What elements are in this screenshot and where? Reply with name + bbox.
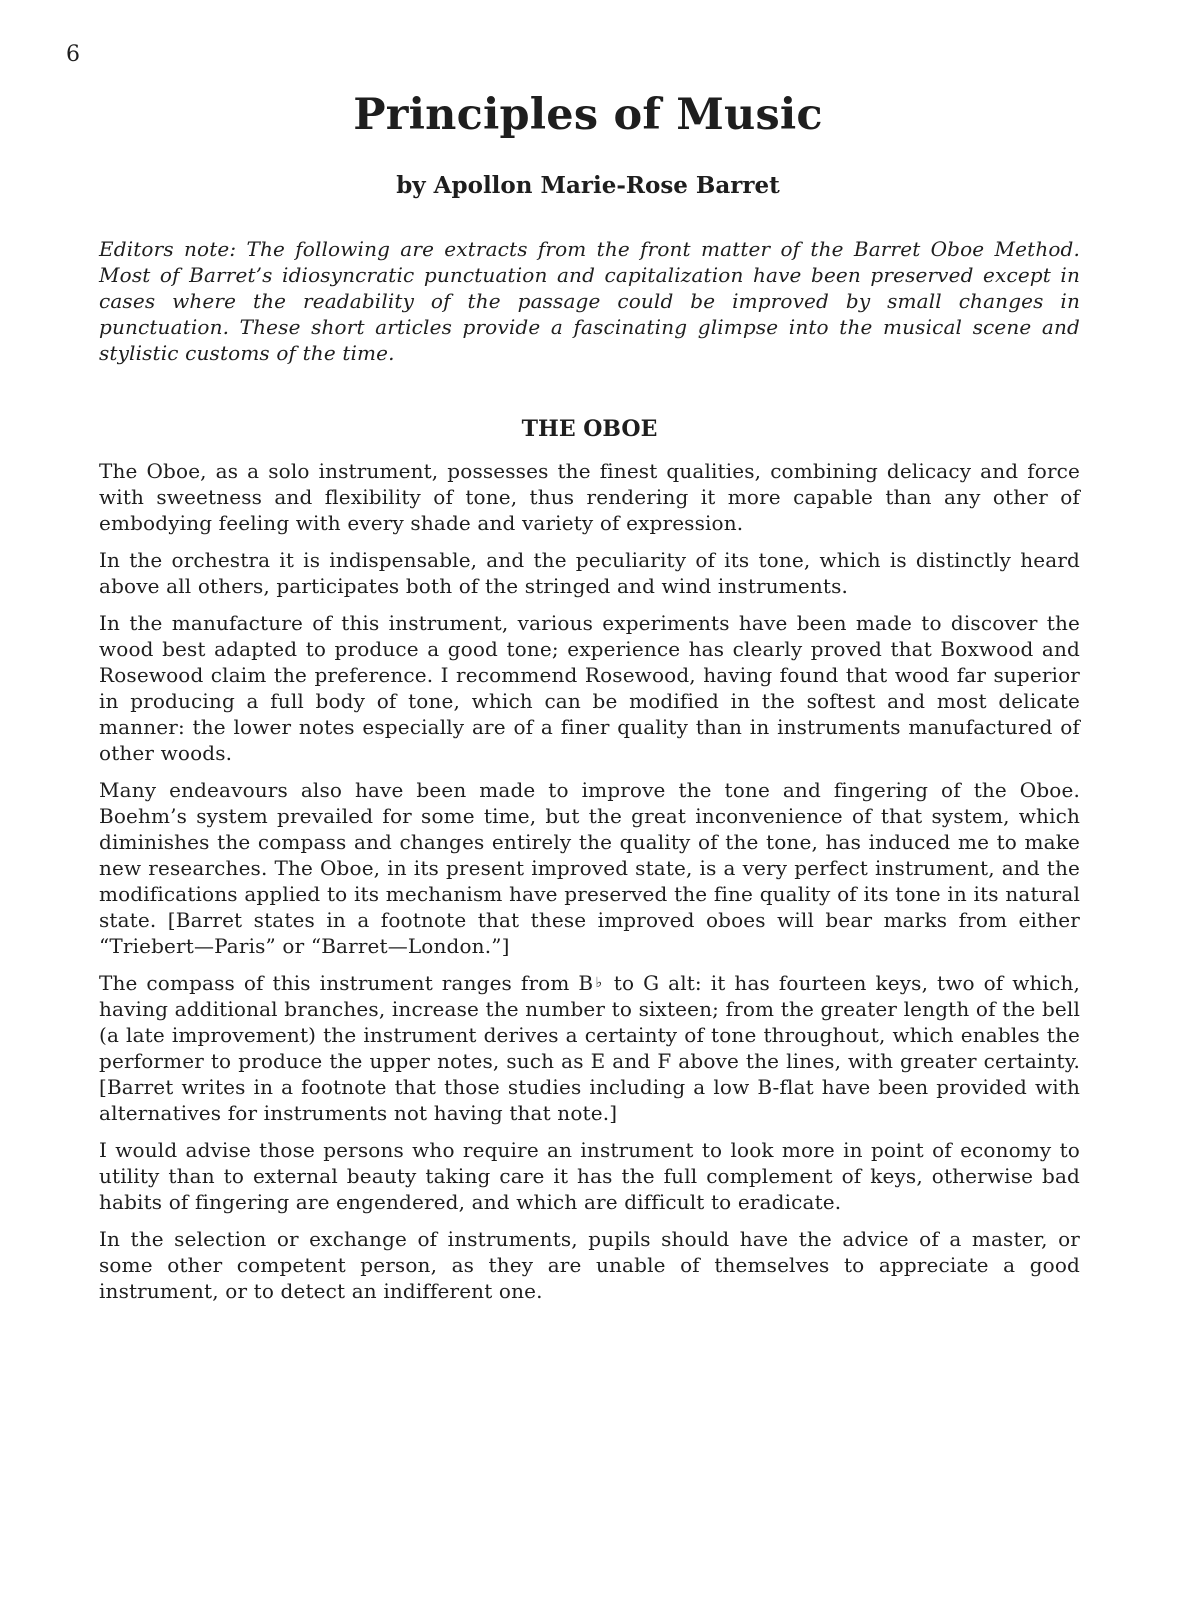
compass-text-end: to G alt: it has fourteen keys, two of which, having additional branches, increase the number to sixteen; from the greater length of the bell (a late improvement) the instrument derives a certainty of tone throughout, which enables the performer to produce the upper notes, such as E and F above the lines, with greater certainty. [Barret writes in a footnote that those studies including a low B-flat have been provided with alternatives for instruments not having that note.] (99, 971, 1080, 1125)
paragraph-manufacture: In the manufacture of this instrument, various experiments have been made to discover the wood best adapted to produce a good tone; experience has clearly proved that Boxwood and Rosewood claim the preference. I recommend Rosewood, having found that wood far superior in producing a full body of tone, which can be modified in the softest and most delicate manner: the lower notes especially are of a finer quality than in instruments manufactured of other woods. (99, 611, 1080, 765)
paragraph-endeavours: Many endeavours also have been made to improve the tone and fingering of the Oboe. Boehm’s system prevailed for some time, but the great inconvenience of that system, which diminishes the compass and changes entirely the quality of the tone, has induced me to make new researches. The Oboe, in its present improved state, is a very perfect instrument, and the modifications applied to its mechanism have preserved the fine quality of its tone in its natural state. [Barret states in a footnote that these improved oboes will bear marks from either “Triebert—Paris” or “Barret—London.”] (99, 778, 1080, 958)
paragraph-solo-instrument: The Oboe, as a solo instrument, possesses the finest qualities, combining delicacy and force with sweetness and flexibility of tone, thus rendering it more capable than any other of embodying feeling with every shade and variety of expression. (99, 459, 1080, 535)
article-body (99, 236, 1080, 1315)
editors-note: Editors note: The following are extracts from the front matter of the Barret Oboe Method. Most of Barret’s idiosyncratic punctuation and capitalization have been preserved except in cases where the readability of the passage could be improved by small changes in punctuation. These short articles provide a fascinating glimpse into the musical scene and stylistic customs of the time. (99, 237, 1080, 365)
compass-text-start: The compass of this instrument ranges from B (99, 971, 594, 995)
paragraph-economy-advice: I would advise those persons who require an instrument to look more in point of economy to utility than to external beauty taking care it has the full complement of keys, otherwise bad habits of fingering are engendered, and which are difficult to eradicate. (99, 1138, 1080, 1214)
paragraph-compass (99, 970, 1080, 1126)
page-number: 6 (66, 42, 80, 67)
paragraph-selection-advice: In the selection or exchange of instruments, pupils should have the advice of a master, or some other competent person, as they are unable of themselves to appreciate a good instrument, or to detect an indifferent one. (99, 1227, 1080, 1303)
page-title: Principles of Music (353, 90, 823, 140)
author-byline: by Apollon Marie-Rose Barret (396, 172, 780, 199)
paragraph-orchestra: In the orchestra it is indispensable, and the peculiarity of its tone, which is distinctly heard above all others, participates both of the stringed and wind instruments. (99, 548, 1080, 598)
section-heading: THE OBOE (521, 416, 658, 442)
flat-symbol: ♭ (593, 975, 605, 991)
